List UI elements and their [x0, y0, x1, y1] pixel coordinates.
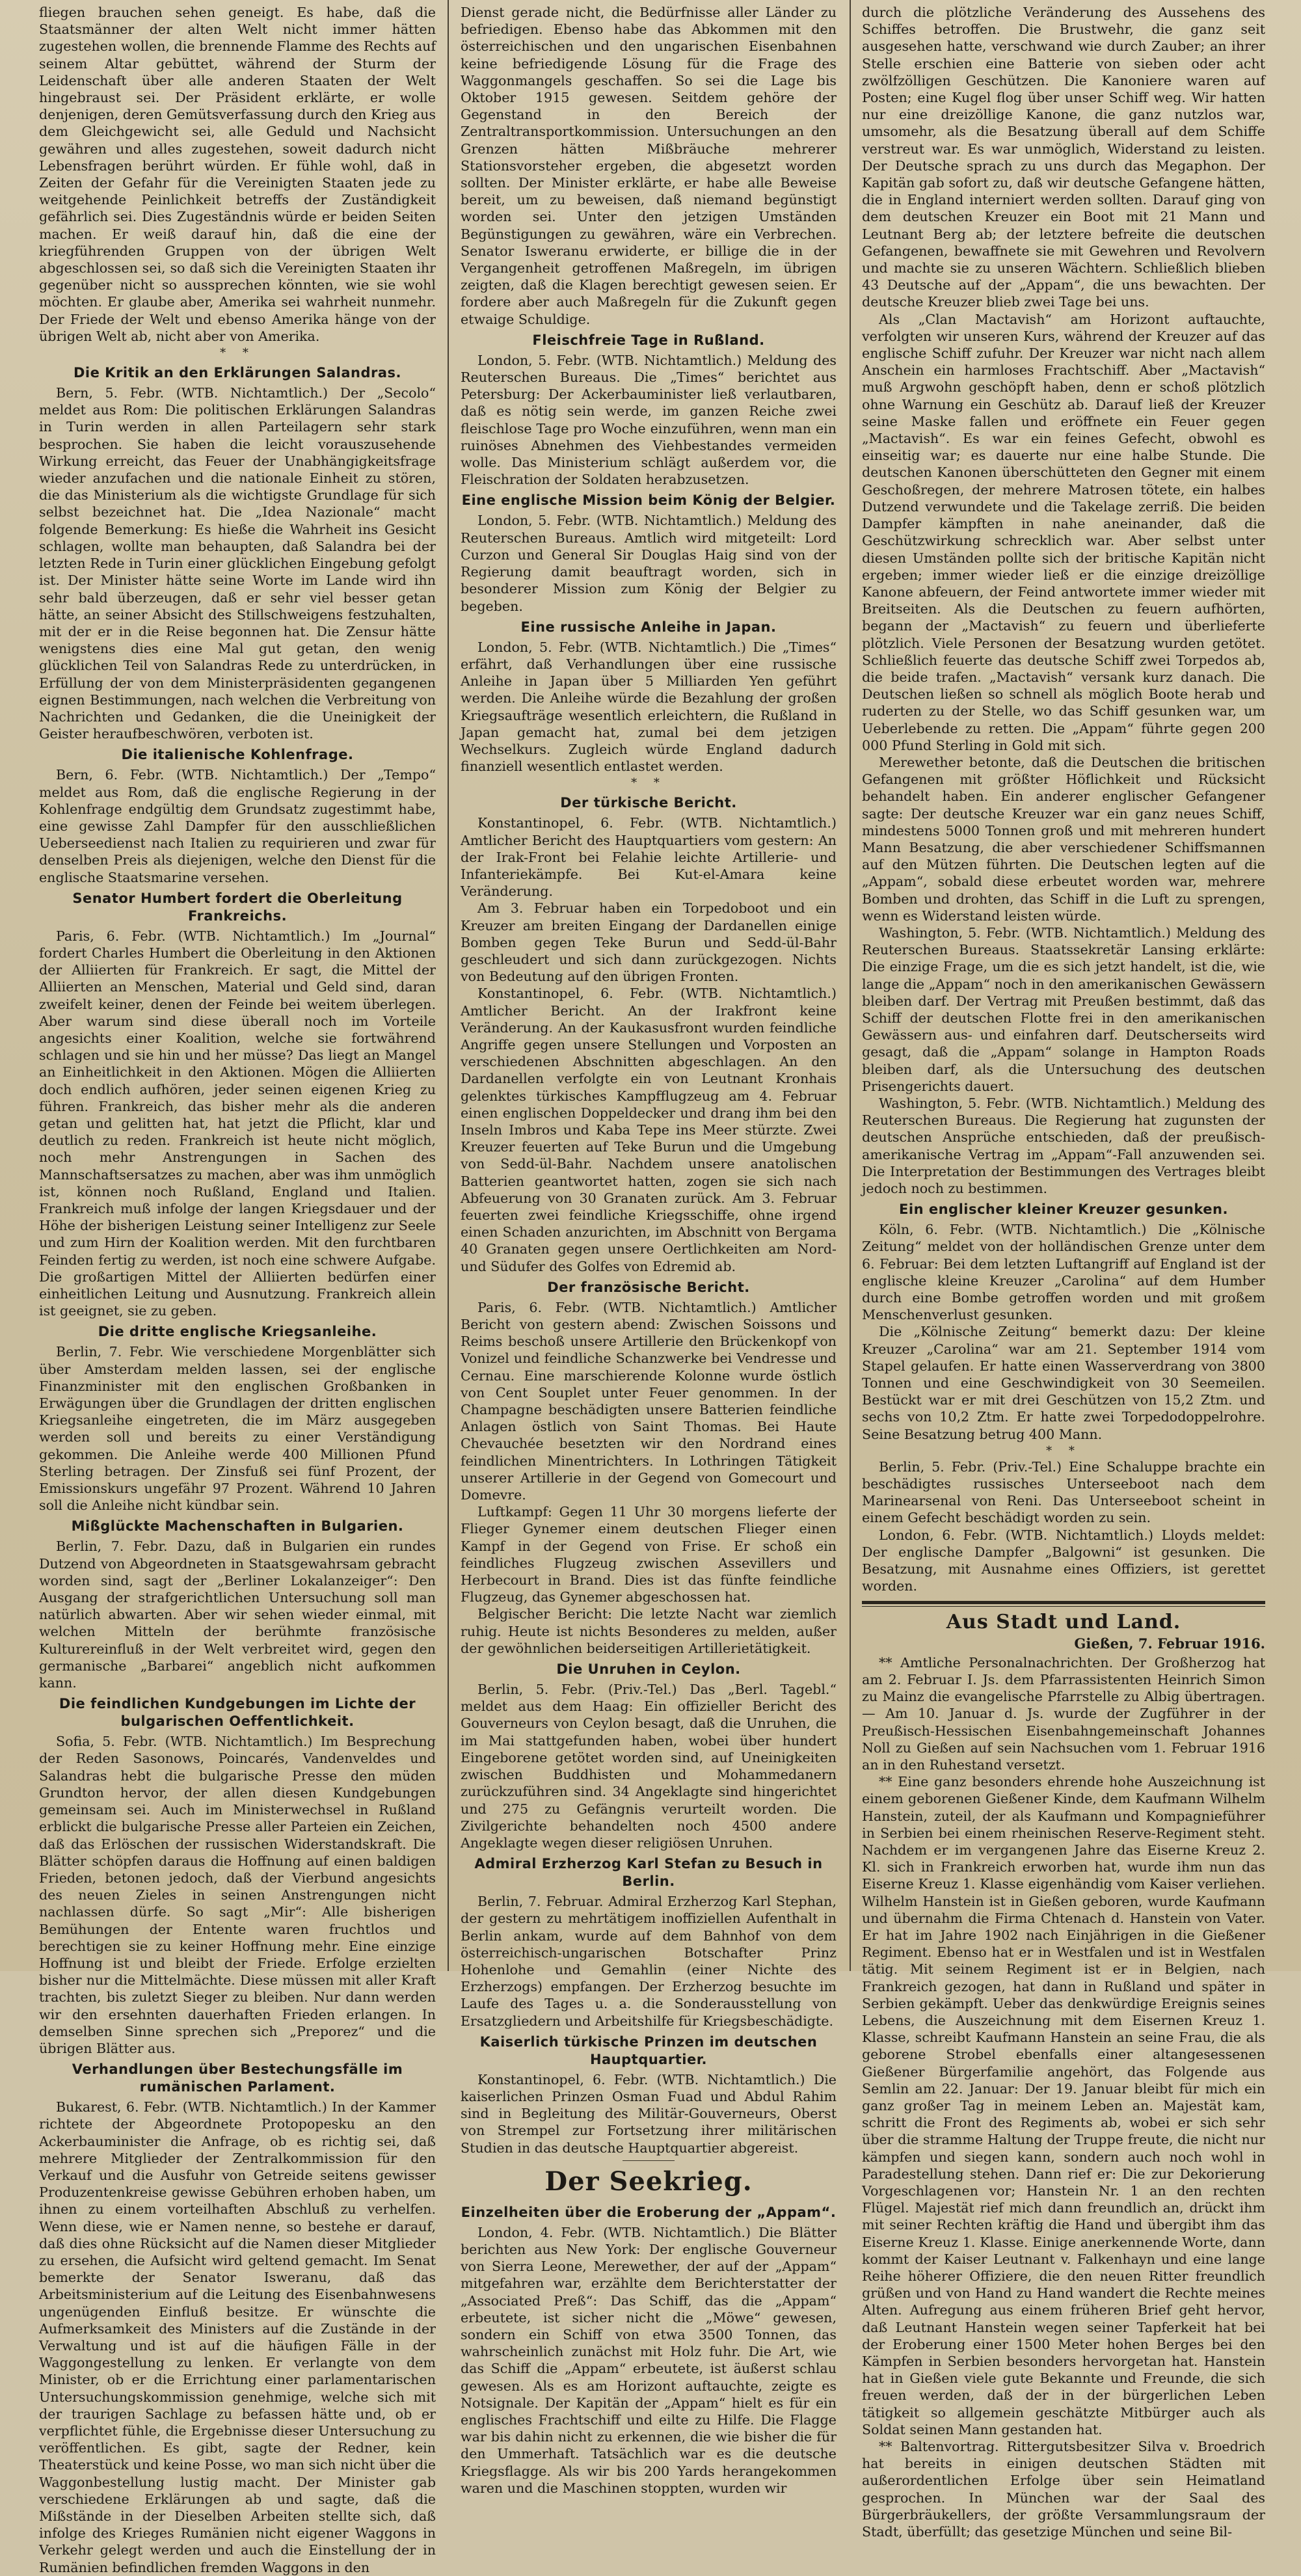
- article-headline: Die feindlichen Kundgebungen im Lichte der bulgarischen Oeffentlichkeit.: [59, 1696, 416, 1730]
- separator-stars: * *: [631, 776, 666, 790]
- article-headline: Einzelheiten über die Eroberung der „Appam“.: [461, 2204, 837, 2220]
- article-body: London, 6. Febr. (WTB. Nichtamtlich.) Lloyds meldet: Der englische Dampfer „Balgowni“ ist gesunken. Die Besatzung, mit Ausnahme eines Offiziers, ist gerettet worden.: [862, 1527, 1265, 1594]
- article-body: Luftkampf: Gegen 11 Uhr 30 morgens lieferte der Flieger Gynemer einem deutschen Flieger einen Kampf in der Gegend von Frise. Er schoß ein feindliches Flugzeug zwischen Assevillers und Herbecourt in Brand. Dies ist das fünfte feindliche Flugzeug, das Gynemer abgeschossen hat.: [461, 1504, 837, 1605]
- article-body: Bern, 5. Febr. (WTB. Nichtamtlich.) Der „Secolo“ meldet aus Rom: Die politischen Erklärungen Salandras in Turin werden in allen Parteilagern sehr stark besprochen. Sie haben die leicht vorauszusehende Wirkung erreicht, das Feuer der Unabhängigkeitsfrage wieder anzufachen und die nationale Einheit zu stören, die das Ministerium als die wichtigste Grundlage für sich selbst bezeichnet hat. Die „Idea Nazionale“ macht folgende Bemerkung: Es hieße die Wahrheit ins Gesicht schlagen, wollte man behaupten, daß Salandra bei der letzten Rede in Turin einer glücklichen Eingebung gefolgt ist. Der Minister hätte seine Worte im Lande wird ihn sehr bald überzeugen, daß er sehr viel besser getan hätte, an seiner Absicht des Stillschweigens festzuhalten, mit der er in die Reise begonnen hat. Die Zensur hätte wenigstens dies eine Mal gut getan, den wenig glücklichen Teil von Salandras Rede zu unterdrücken, in Erfüllung der von dem Ministerpräsidenten gegangenen eignen Bestimmungen, nach welchen die Verbreitung von Nachrichten und Gedanken, die die Uneinigkeit der Geister heraufbeschwören, verboten ist.: [39, 385, 436, 742]
- article-headline: Der französische Bericht.: [547, 1279, 750, 1295]
- article-body: ** Baltenvortrag. Rittergutsbesitzer Silva v. Broedrich hat bereits in einigen deutschen Städten mit außerordentlichen Erfolge über sein Heimatland gesprochen. In München war der Saal des Bürgerbräukellers, der größte Versammlungsraum der Stadt, überfüllt; das gesetzige München und seine Bil-: [862, 2439, 1265, 2540]
- article-body: London, 4. Febr. (WTB. Nichtamtlich.) Die Blätter berichten aus New York: Der englische Gouverneur von Sierra Leone, Merewether, der auf der „Appam“ mitgefahren war, erzählte dem Berichterstatter der „Associated Preß“: Das Schiff, das die „Appam“ erbeutete, ist sicher nicht die „Möwe“ gewesen, sondern ein Schiff von etwa 3500 Tonnen, das wahrscheinlich zunächst mit Holz fuhr. Die Art, wie das Schiff die „Appam“ erbeutete, ist äußerst schlau gewesen. Als es am Horizont auftauchte, zeigte es Notsignale. Der Kapitän der „Appam“ hielt es für ein englisches Frachtschiff und eilte zu Hilfe. Die Flagge war bis dahin nicht zu erkennen, die wie bisher die für den Ummerhaft. Tatsächlich war es die deutsche Kriegsflagge. Als wir bis 200 Yards herangekommen waren und die Maschinen stoppten, wurden wir: [461, 2224, 837, 2496]
- article-body: Berlin, 5. Febr. (Priv.-Tel.) Eine Schaluppe brachte ein beschädigtes russisches Unterseeboot nach dem Marinearsenal von Reni. Das Unterseeboot scheint in einem Gefecht beschädigt worden zu sein.: [862, 1458, 1265, 1526]
- section-rule-thick: [862, 1601, 1265, 1604]
- article-body: Als „Clan Mactavish“ am Horizont auftauchte, verfolgten wir unseren Kurs, während der Kreuzer auf das englische Schiff zufuhr. Der Kreuzer war nicht nach allem Anschein ein harmloses Frachtschiff. Aber „Mactavish“ muß Argwohn geschöpft haben, denn er schoß plötzlich ohne Warnung ein Geschütz ab. Darauf ließ der Kreuzer seine Maske fallen und eröffnete ein Feuer gegen „Mactavish“. Es war ein feines Gefecht, obwohl es einseitig war; es dauerte nur eine halbe Stunde. Die deutschen Kanonen überschütteten den Gegner mit einem Geschoßregen, der mehrere Matrosen tötete, ein halbes Dutzend verwundete und die Takelage zerriß. Die beiden Dampfer kämpften in nahe aneinander, daß die Geschützwirkung schrecklich war. Aber selbst unter diesen Umständen pollte sich der britische Kapitän nicht ergeben; immer wieder ließ er die einzige dreizöllige Kanone abfeuern, der Feind antwortete immer wieder mit Breitseiten. Als die Deutschen zu feuern aufhörten, begann der „Mactavish“ zu feuern und überlieferte plötzlich. Viele Personen der Besatzung wurden getötet. Schließlich feuerte das deutsche Schiff zwei Torpedos ab, die beide trafen. „Mactavish“ versank kurz danach. Die Deutschen ließen so schnell als möglich Boote herab und ruderten zu der Stelle, wo das Schiff gesunken war, um Ueberlebende zu retten. Die „Appam“ führte gegen 200 000 Pfund Sterling in Gold mit sich.: [862, 311, 1265, 753]
- article-body: Dienst gerade nicht, die Bedürfnisse aller Länder zu befriedigen. Ebenso habe das Abkommen mit den österreichischen und den ungarischen Eisenbahnen keine befriedigende Lösung für die Frage des Waggonmangels geschaffen. So sei die Lage bis Oktober 1915 gewesen. Seitdem gehöre der Gegenstand in den Bereich der Zentraltransportkommission. Untersuchungen an den Grenzen hätten Mißbräuche mehrerer Stationsvorsteher ergeben, die abgesetzt worden sollten. Der Minister erklärte, er habe alle Beweise bereit, um zu beweisen, daß niemand begünstigt worden sei. Unter den jetzigen Umständen Begünstigungen zu gewähren, wäre ein Verbrechen. Senator Isweranu erwiderte, er billige die in der Vergangenheit getroffenen Maßregeln, im übrigen zeigten, daß die Klagen berechtigt gewesen seien. Er fordere aber auch Maßregeln für die Zukunft gegen etwaige Schuldige.: [461, 5, 837, 327]
- article-headline: Senator Humbert fordert die Oberleitung Frankreichs.: [72, 890, 403, 924]
- article-body: durch die plötzliche Veränderung des Aussehens des Schiffes betroffen. Die Brustwehr, die ganz seit ausgesehen hatte, verschwand wie durch Zauber; an ihrer Stelle erschien eine Batterie von sieben oder acht zwölfzölligen Geschützen. Die Kanoniere waren auf Posten; eine Kugel flog über unser Schiff weg. Wir hatten nur eine dreizöllige Kanone, die ganz nutzlos war, umsomehr, als die Besatzung überall auf dem Schiffe verstreut war. Es war unmöglich, Widerstand zu leisten. Der Deutsche sprach zu uns durch das Megaphon. Der Kapitän gab sofort zu, daß wir deutsche Gefangene hätten, die in England interniert werden sollten. Darauf ging von dem deutschen Kreuzer ein Boot mit 21 Mann und Leutnant Berg ab; der letztere befreite die deutschen Gefangenen, bewaffnete sie mit Gewehren und Revolvern und machte sie zu unseren Wächtern. Schließlich blieben 43 Deutsche auf der „Appam“, die uns bewachten. Der deutsche Kreuzer blieb zwei Tage bei uns.: [862, 5, 1265, 310]
- article-headline: Eine englische Mission beim König der Belgier.: [461, 492, 836, 509]
- column-rule: [850, 0, 851, 1971]
- article-body: ** Amtliche Personalnachrichten. Der Großherzog hat am 2. Februar I. Js. dem Pfarrassistenten Heinrich Simon zu Mainz die evangelische Pfarrstelle zu Albig übertragen. — Am 10. Januar d. Js. wurde der Zugführer in der Preußisch-Hessischen Eisenbahngemeinschaft Johannes Noll zu Gießen auf sein Nachsuchen vom 1. Februar 1916 an in den Ruhestand versetzt.: [862, 1654, 1265, 1773]
- article-body: Washington, 5. Febr. (WTB. Nichtamtlich.) Meldung des Reuterschen Bureaus. Staatssekretär Lansing erklärte: Die einzige Frage, um die es sich jetzt handelt, ist die, wie lange die „Appam“ noch in den amerikanischen Gewässern bleiben darf. Der Vertrag mit Preußen bestimmt, daß das Schiff der deutschen Flotte frei in den amerikanischen Gewässern aus- und einfahren darf. Deutscherseits wird gesagt, daß die „Appam“ solange in Hampton Roads bleiben darf, als die Untersuchung des deutschen Prisengerichts dauert.: [862, 924, 1265, 1094]
- section-rule: [623, 2160, 675, 2161]
- article-body: Konstantinopel, 6. Febr. (WTB. Nichtamtlich.) Amtlicher Bericht des Hauptquartiers vom gestern: An der Irak-Front bei Felahie leichte Artillerie- und Infanteriekämpfe. Bei Kut-el-Amara keine Veränderung.: [461, 815, 837, 900]
- article-headline: Eine russische Anleihe in Japan.: [520, 619, 777, 635]
- article-headline: Der türkische Bericht.: [560, 795, 737, 811]
- article-body: fliegen brauchen sehen geneigt. Es habe, daß die Staatsmänner der alten Welt nicht immer hätten zugestehen wollen, die brennende Flamme des Rechts auf seinem Altar gebüttet, während der Sturm der Leidenschaft über alle anderen Staaten der Welt hingebraust sei. Der Präsident erklärte, er wolle denjenigen, deren Gemütsverfassung durch den Krieg aus dem Gleichgewicht sei, alle Geduld und Nachsicht gewähren und alles zugestehen, soweit dadurch nicht Lebensfragen berührt würden. Er fühle wohl, daß in Zeiten der Gefahr für die Vereinigten Staaten jede zu weitgehende Peinlichkeit betreffs der Zuständigkeit gefährlich sei. Dies Zugeständnis würde er beiden Seiten machen. Er weiß darauf hin, daß die eine der kriegführenden Gruppen von der übrigen Welt abgeschlossen sei, so daß sich die Vereinigten Staaten ihr gegenüber nicht so aussprechen könnten, wie sie wohl möchten. Er glaube aber, Amerika sei wahrheit nunmehr. Der Friede der Welt und ebenso Amerika hänge von der übrigen Welt ab, nicht aber von Amerika.: [39, 5, 436, 344]
- article-body: Konstantinopel, 6. Febr. (WTB. Nichtamtlich.) Die kaiserlichen Prinzen Osman Fuad und Abdul Rahim sind in Begleitung des Militär-Gouverneurs, Oberst von Strempel zur Fortsetzung ihrer militärischen Studien in das deutsche Hauptquartier abgereist.: [461, 2071, 837, 2156]
- column-3: [862, 4, 1265, 2540]
- article-body: Berlin, 7. Februar. Admiral Erzherzog Karl Stephan, der gestern zu mehrtätigem inoffiziellen Aufenthalt in Berlin ankam, wurde auf dem Bahnhof von dem österreichisch-ungarischen Botschafter Prinz Hohenlohe und Gemahlin (einer Nichte des Erzherzogs) empfangen. Der Erzherzog besuchte im Laufe des Tages u. a. die Sonderausstellung von Ersatzgliedern und Arbeitshilfe für Kriegsbeschädigte.: [461, 1894, 837, 2029]
- article-headline: Kaiserlich türkische Prinzen im deutschen Hauptquartier.: [479, 2033, 818, 2067]
- section-rule-thin: [862, 1606, 1265, 1607]
- article-body: Paris, 6. Febr. (WTB. Nichtamtlich.) Im „Journal“ fordert Charles Humbert die Oberleitung in den Aktionen der Alliierten für Frankreich. Er sagt, die Mittel der Alliierten an Menschen, Material und Geld sind, daran zweifelt keiner, denen der Feinde bei weitem überlegen. Aber warum sind diese überall noch im Vorteile angesichts einer Koalition, welche sie fortwährend schlagen und sie hin und her müsse? Das liegt an Mangel an Einheitlichkeit in den Aktionen. Mögen die Alliierten doch endlich aufhören, jeder seinen eigenen Krieg zu führen. Frankreich, das bisher mehr als die anderen getan und gelitten hat, hat jetzt die Pflicht, klar und deutlich zu reden. Frankreich ist heute nicht möglich, noch mehr Anstrengungen in Sachen des Mannschaftsersatzes zu machen, aber was ihm unmöglich ist, können noch Rußland, England und Italien. Frankreich muß infolge der langen Kriegsdauer und der Höhe der bisherigen Leistung seiner Intelligenz zur Seele und zum Hirn der Koalition werden. Mit den furchtbaren Feinden fertig zu werden, ist noch eine schwere Aufgabe. Die großartigen Mittel der Alliierten bedürfen einer einheitlichen Leitung und Ausnutzung. Frankreich allein ist geeignet, sie zu geben.: [39, 928, 436, 1319]
- article-body: Konstantinopel, 6. Febr. (WTB. Nichtamtlich.) Amtlicher Bericht. An der Irakfront keine Veränderung. An der Kaukasusfront wurden feindliche Angriffe gegen unsere Stellungen und Vorposten an verschiedenen Abschnitten abgeschlagen. An den Dardanellen verfolgte ein von Leutnant Kronhais gelenktes türkisches Kampfflugzeug am 4. Februar einen englischen Doppeldecker und drang ihm bei den Inseln Imbros und Kaba Tepe ins Meer stürzte. Zwei Kreuzer feuerten auf Teke Burun und die Umgebung von Sedd-ül-Bahr. Nachdem unsere anatolischen Batterien geantwortet hatten, zogen sie sich nach Abfeuerung von 30 Granaten zurück. Am 3. Februar feuerten zwei feindliche Kriegsschiffe, ohne irgend einen Schaden anzurichten, im Abschnitt von Bergama 40 Granaten gegen unsere Oertlichkeiten am Nord- und Südufer des Golfes von Edremid ab.: [461, 986, 837, 1274]
- article-body: Washington, 5. Febr. (WTB. Nichtamtlich.) Meldung des Reuterschen Bureaus. Die Regierung hat zugunsten der deutschen Ansprüche entschieden, daß der preußisch-amerikanische Vertrag im „Appam“-Fall anzuwenden sei. Die Interpretation der Bestimmungen des Vertrages bleibt jedoch noch zu bestimmen.: [862, 1095, 1265, 1197]
- article-body: Berlin, 7. Febr. Wie verschiedene Morgenblätter sich über Amsterdam melden lassen, sei der englische Finanzminister mit den englischen Großbanken in Erwägungen über die Grundlagen der dritten englischen Kriegsanleihe eingetreten, die im März ausgegeben werden soll und bereits zu einer Verständigung gekommen. Die Anleihe werde 400 Millionen Pfund Sterling betragen. Der Zinsfuß sei fünf Prozent, der Emissionskurs ungefähr 97 Prozent. Während 10 Jahren soll die Anleihe nicht kündbar sein.: [39, 1344, 436, 1514]
- article-headline: Admiral Erzherzog Karl Stefan zu Besuch in Berlin.: [474, 1856, 823, 1890]
- section-header: [862, 1611, 1265, 1635]
- article-body: London, 5. Febr. (WTB. Nichtamtlich.) Die „Times“ erfährt, daß Verhandlungen über eine russische Anleihe in Japan über 5 Milliarden Yen geführt werden. Die Anleihe würde die Bezahlung der großen Kriegsaufträge wesentlich erleichtern, die Rußland in Japan gemacht hat, zumal bei dem jetzigen Wechselkurs. Zugleich würde England dadurch finanziell wesentlich entlastet werden.: [461, 639, 837, 775]
- article-headline: Die Kritik an den Erklärungen Salandras.: [74, 365, 401, 381]
- article-headline: Die dritte englische Kriegsanleihe.: [98, 1324, 377, 1340]
- separator-stars: * *: [1046, 1443, 1081, 1458]
- article-body: Köln, 6. Febr. (WTB. Nichtamtlich.) Die „Kölnische Zeitung“ meldet von der holländischen Grenze unter dem 6. Februar: Bei dem letzten Luftangriff auf England ist der englische kleine Kreuzer „Carolina“ auf dem Humber durch eine Bombe getroffen worden und mit großem Menschenverlust gesunken.: [862, 1222, 1265, 1323]
- article-body: Merewether betonte, daß die Deutschen die britischen Gefangenen mit größter Höflichkeit und Rücksicht behandelt haben. Ein anderer englischer Gefangener sagte: Der deutsche Kreuzer war ein ganz neues Schiff, mindestens 5000 Tonnen groß und mit mehreren hundert Mann Besatzung, die aber verschiedener Schiffsmannen auf den Mützen führten. Die Deutschen legten auf die „Appam“, sobald diese erbeutet worden war, mehrere Bomben und drohten, das Schiff in die Luft zu sprengen, wenn es Widerstand leisten würde.: [862, 754, 1265, 924]
- article-body: Paris, 6. Febr. (WTB. Nichtamtlich.) Amtlicher Bericht von gestern abend: Zwischen Soissons und Reims beschoß unsere Artillerie den Brückenkopf von Vonizel und feindliche Schanzwerke bei Vendresse und Cernau. Eine marschierende Kolonne wurde östlich von Cent Souplet unter Feuer genommen. In der Champagne beschädigten unsere Batterien feindliche Anlagen östlich von Saint Thomas. Bei Haute Chevauchée besetzten wir den Nordrand eines feindlichen Minentrichters. In Lothringen Tätigkeit unserer Artillerie in der Gegend von Gomecourt und Domevre.: [461, 1299, 837, 1503]
- column-2: [461, 4, 837, 2496]
- separator-stars: * *: [220, 346, 255, 360]
- column-rule: [448, 0, 449, 1971]
- section-title-aus-stadt-und-land: Aus Stadt und Land.: [946, 1611, 1181, 1634]
- article-headline: Mißglückte Machenschaften in Bulgarien.: [71, 1518, 404, 1535]
- article-headline: Fleischfreie Tage in Rußland.: [532, 332, 765, 348]
- article-headline: Verhandlungen über Bestechungsfälle im rumänischen Parlament.: [72, 2061, 403, 2095]
- article-body: Berlin, 7. Febr. Dazu, daß in Bulgarien ein rundes Dutzend von Abgeordneten in Staatsgewahrsam gebracht worden sind, sagt der „Berliner Lokalanzeiger“: Den Ausgang der strafgerichtlichen Untersuchung soll man natürlich abwarten. Aber wir sehen wieder einmal, mit welchen Mitteln der berühmte französische Kulturereinfluß in der Welt verbreitet wird, gegen den germanische „Barbarei“ angeblich nicht aufkommen kann.: [39, 1538, 436, 1691]
- article-body: Berlin, 5. Febr. (Priv.-Tel.) Das „Berl. Tagebl.“ meldet aus dem Haag: Ein offizieller Bericht des Gouverneurs von Ceylon besagt, daß die Unruhen, die im Mai stattgefunden haben, wobei über hundert Eingeborene getötet worden sind, auf Uneinigkeiten zwischen Buddhisten und Mohammedanern zurückzuführen sind. 34 Angeklagte sind hingerichtet und 275 zu Gefängnis verurteilt worden. Die Zivilgerichte behandelten noch 4500 andere Angeklagte wegen dieser religiösen Unruhen.: [461, 1682, 837, 1851]
- article-body: ** Eine ganz besonders ehrende hohe Auszeichnung ist einem geborenen Gießener Kinde, dem Kaufmann Wilhelm Hanstein, zuteil, der als Kaufmann und Kompagnieführer in Serbien bei einem rheinischen Reserve-Regiment steht. Nachdem er im vergangenen Jahre das Eiserne Kreuz 2. Kl. sich in Frankreich erworben hat, wurde ihm nun das Eiserne Kreuz 1. Klasse eigenhändig vom Kaiser verliehen. Wilhelm Hanstein ist in Gießen geboren, wurde Kaufmann und übernahm die Firma Chtenach d. Hanstein von Vater. Er hat im Jahre 1902 nach Einjährigen in die Gießener Regiment. Ebenso hat er in Westfalen und ist in Westfalen tätig. Mit seinem Regiment ist er in Belgien, nach Frankreich gezogen, hat dann in Rußland und später in Serbien gekämpft. Ueber das denkwürdige Ereignis seines Lebens, die Auszeichnung mit dem Eisernen Kreuz 1. Klasse, schreibt Kaufmann Hanstein an seine Frau, die als geborene Strobel ebenfalls einer altangesessenen Gießener Bürgerfamilie angehört, das Folgende aus Semlin am 22. Januar: Der 19. Januar bleibt für mich ein ganz großer Tag in meinem Leben an. Majestät kam, schritt die Front des Regiments ab, wobei er sich sehr über die stramme Haltung der Truppe freute, die nicht nur kämpfen und siegen kann, sondern auch noch wohl in Paradestellung stehen. Dann rief er: Die zur Dekorierung Vorgeschlagenen vor; Hanstein Nr. 1 an den rechten Flügel. Majestät rief mich dann freundlich an, drückt ihm mit seiner Rechten kräftig die Hand und übergibt ihm das Eiserne Kreuz 1. Klasse. Einige anerkennende Worte, dann kommt der Kaiser Leutnant v. Falkenhayn und eine lange Reihe höherer Offiziere, die den neuen Ritter freundlich grüßen und von Hand zu Hand wandert die Rechte meines Alten. Aufregung aus einem früheren Brief geht hervor, daß Leutnant Hanstein wegen seiner Tapferkeit hat bei der Eroberung einer 1500 Meter hohen Berges bei den Kämpfen in Serbien besonders hervorgetan hat. Hanstein hat in Gießen viele gute Bekannte und Freunde, die sich freuen werden, daß der in der bürgerlichen Leben tätigkeit so allgemein geschätzte Mitbürger auch als Soldat seinen Mann gestanden hat.: [862, 1774, 1265, 2437]
- article-body: London, 5. Febr. (WTB. Nichtamtlich.) Meldung des Reuterschen Bureaus. Amtlich wird mitgeteilt: Lord Curzon und General Sir Douglas Haig sind von der Regierung damit beauftragt worden, sich in besonderer Mission zum König der Belgier zu begeben.: [461, 513, 837, 614]
- article-body: Die „Kölnische Zeitung“ bemerkt dazu: Der kleine Kreuzer „Carolina“ war am 21. September 1914 vom Stapel gelaufen. Er hatte einen Wasserverdrang von 3800 Tonnen und eine Geschwindigkeit von 30 Seemeilen. Bestückt war er mit drei Geschützen von 15,2 Ztm. und sechs von 10,2 Ztm. Er hatte zwei Torpedodoppelrohre. Seine Besatzung betrug 400 Mann.: [862, 1324, 1265, 1442]
- article-body: Belgischer Bericht: Die letzte Nacht war ziemlich ruhig. Heute ist nichts Besonderes zu melden, außer der gewöhnlichen beiderseitigen Artillerietätigkeit.: [461, 1606, 837, 1656]
- section-title-seekrieg: Der Seekrieg.: [544, 2166, 753, 2197]
- article-body: Am 3. Februar haben ein Torpedoboot und ein Kreuzer am breiten Eingang der Dardanellen einige Bomben gegen Teke Burun und Sedd-ül-Bahr geschleudert und sich dann zurückgezogen. Nichts von Bedeutung auf den übrigen Fronten.: [461, 900, 837, 985]
- column-1: [39, 4, 436, 2575]
- article-headline: Die Unruhen in Ceylon.: [556, 1661, 741, 1678]
- article-body: London, 5. Febr. (WTB. Nichtamtlich.) Meldung des Reuterschen Bureaus. Die „Times“ berichtet aus Petersburg: Der Ackerbauminister ließ verlautbaren, daß es nötig sein werde, im ganzen Reiche zwei fleischlose Tage pro Woche einzuführen, wenn man ein ruinöses Abnehmen des Viehbestandes vermeiden wolle. Das Ministerium schlägt außerdem vor, die Fleischration der Soldaten herabzusetzen.: [461, 352, 837, 488]
- article-body: Bern, 6. Febr. (WTB. Nichtamtlich.) Der „Tempo“ meldet aus Rom, daß die englische Regierung in der Kohlenfrage endgültig dem Grundsatz zugestimmt habe, eine gewisse Zahl Dampfer für den ausschließlichen Ueberseedienst nach Italien zu requirieren und zwar für denselben Preis als diejenigen, welche den Dienst für die englische Staatsmarine versehen.: [39, 767, 436, 885]
- article-headline: Ein englischer kleiner Kreuzer gesunken.: [899, 1201, 1228, 1218]
- article-body: Sofia, 5. Febr. (WTB. Nichtamtlich.) Im Besprechung der Reden Sasonows, Poincarés, Vandenveldes und Salandras hebt die bulgarische Presse den müden Grundton hervor, der allen diesen Kundgebungen gemeinsam sei. Auch im Ministerwechsel in Rußland erblickt die bulgarische Presse aller Parteien ein Zeichen, daß das Erlöschen der russischen Widerstandskraft. Die Blätter schöpfen daraus die Hoffnung auf einen baldigen Frieden, betonen jedoch, daß der Vierbund angesichts des neuen Zieles in seinen Anstrengungen nicht nachlassen dürfe. So sagt „Mir“: Alle bisherigen Bemühungen der Entente waren fruchtlos und berechtigen sie zu keiner Hoffnung mehr. Eine einzige Hoffnung ist und bleibt der Friede. Erfolge erzielten bisher nur die Mittelmächte. Diese müssen mit aller Kraft trachten, bis zuletzt Sieger zu bleiben. Nur dann werden wir den ersehnten dauerhaften Frieden erlangen. In demselben Sinne sprechen sich „Preporez“ und die übrigen Blätter aus.: [39, 1734, 436, 2056]
- article-body: Bukarest, 6. Febr. (WTB. Nichtamtlich.) In der Kammer richtete der Abgeordnete Protopopesku an den Ackerbauminister die Anfrage, ob es richtig sei, daß mehrere Mitglieder der Zentralkommission für den Verkauf und die Ausfuhr von Getreide seitens gewisser Produzentenkreise gewisse Gebühren erhoben haben, um ihnen zu einem vorteilhaften Abschluß zu verhelfen. Wenn diese, wie er Namen nenne, so bestehe er darauf, daß dies ohne Rücksicht auf die Namen dieser Mitglieder zu ersehen, die Aufsicht wird geltend gemacht. Im Senat bemerkte der Senator Isweranu, daß das Arbeitsministerium auf die Leitung des Eisenbahnwesens ungenügenden Einfluß besitze. Er wünschte die Aufmerksamkeit des Ministers auf die Zustände in der Verwaltung und ist auf die häufigen Fälle in der Waggongestellung zu lenken. Er verlangte von dem Minister, ob er die Errichtung einer parlamentarischen Untersuchungskommission genehmige, welche sich mit der traurigen Sachlage zu befassen hätte und, ob er verpflichtet fühle, die Ergebnisse dieser Untersuchung zu veröffentlichen. Es gibt, sagte der Redner, kein Theaterstück und keine Posse, wo man sich nicht über die Waggonbestellung lustig macht. Der Minister gab verschiedene Erklärungen ab und sagte, daß die Mißstände in der Dieselben Arbeiten stellte sich, daß infolge des Krieges Rumänien nicht eigener Waggons in Verkehr gelegt werden und auch die Einstellung der in Rumänien befindlichen fremden Waggons in den: [39, 2099, 436, 2575]
- dateline: Gießen, 7. Februar 1916.: [1074, 1635, 1265, 1652]
- article-headline: Die italienische Kohlenfrage.: [121, 747, 354, 763]
